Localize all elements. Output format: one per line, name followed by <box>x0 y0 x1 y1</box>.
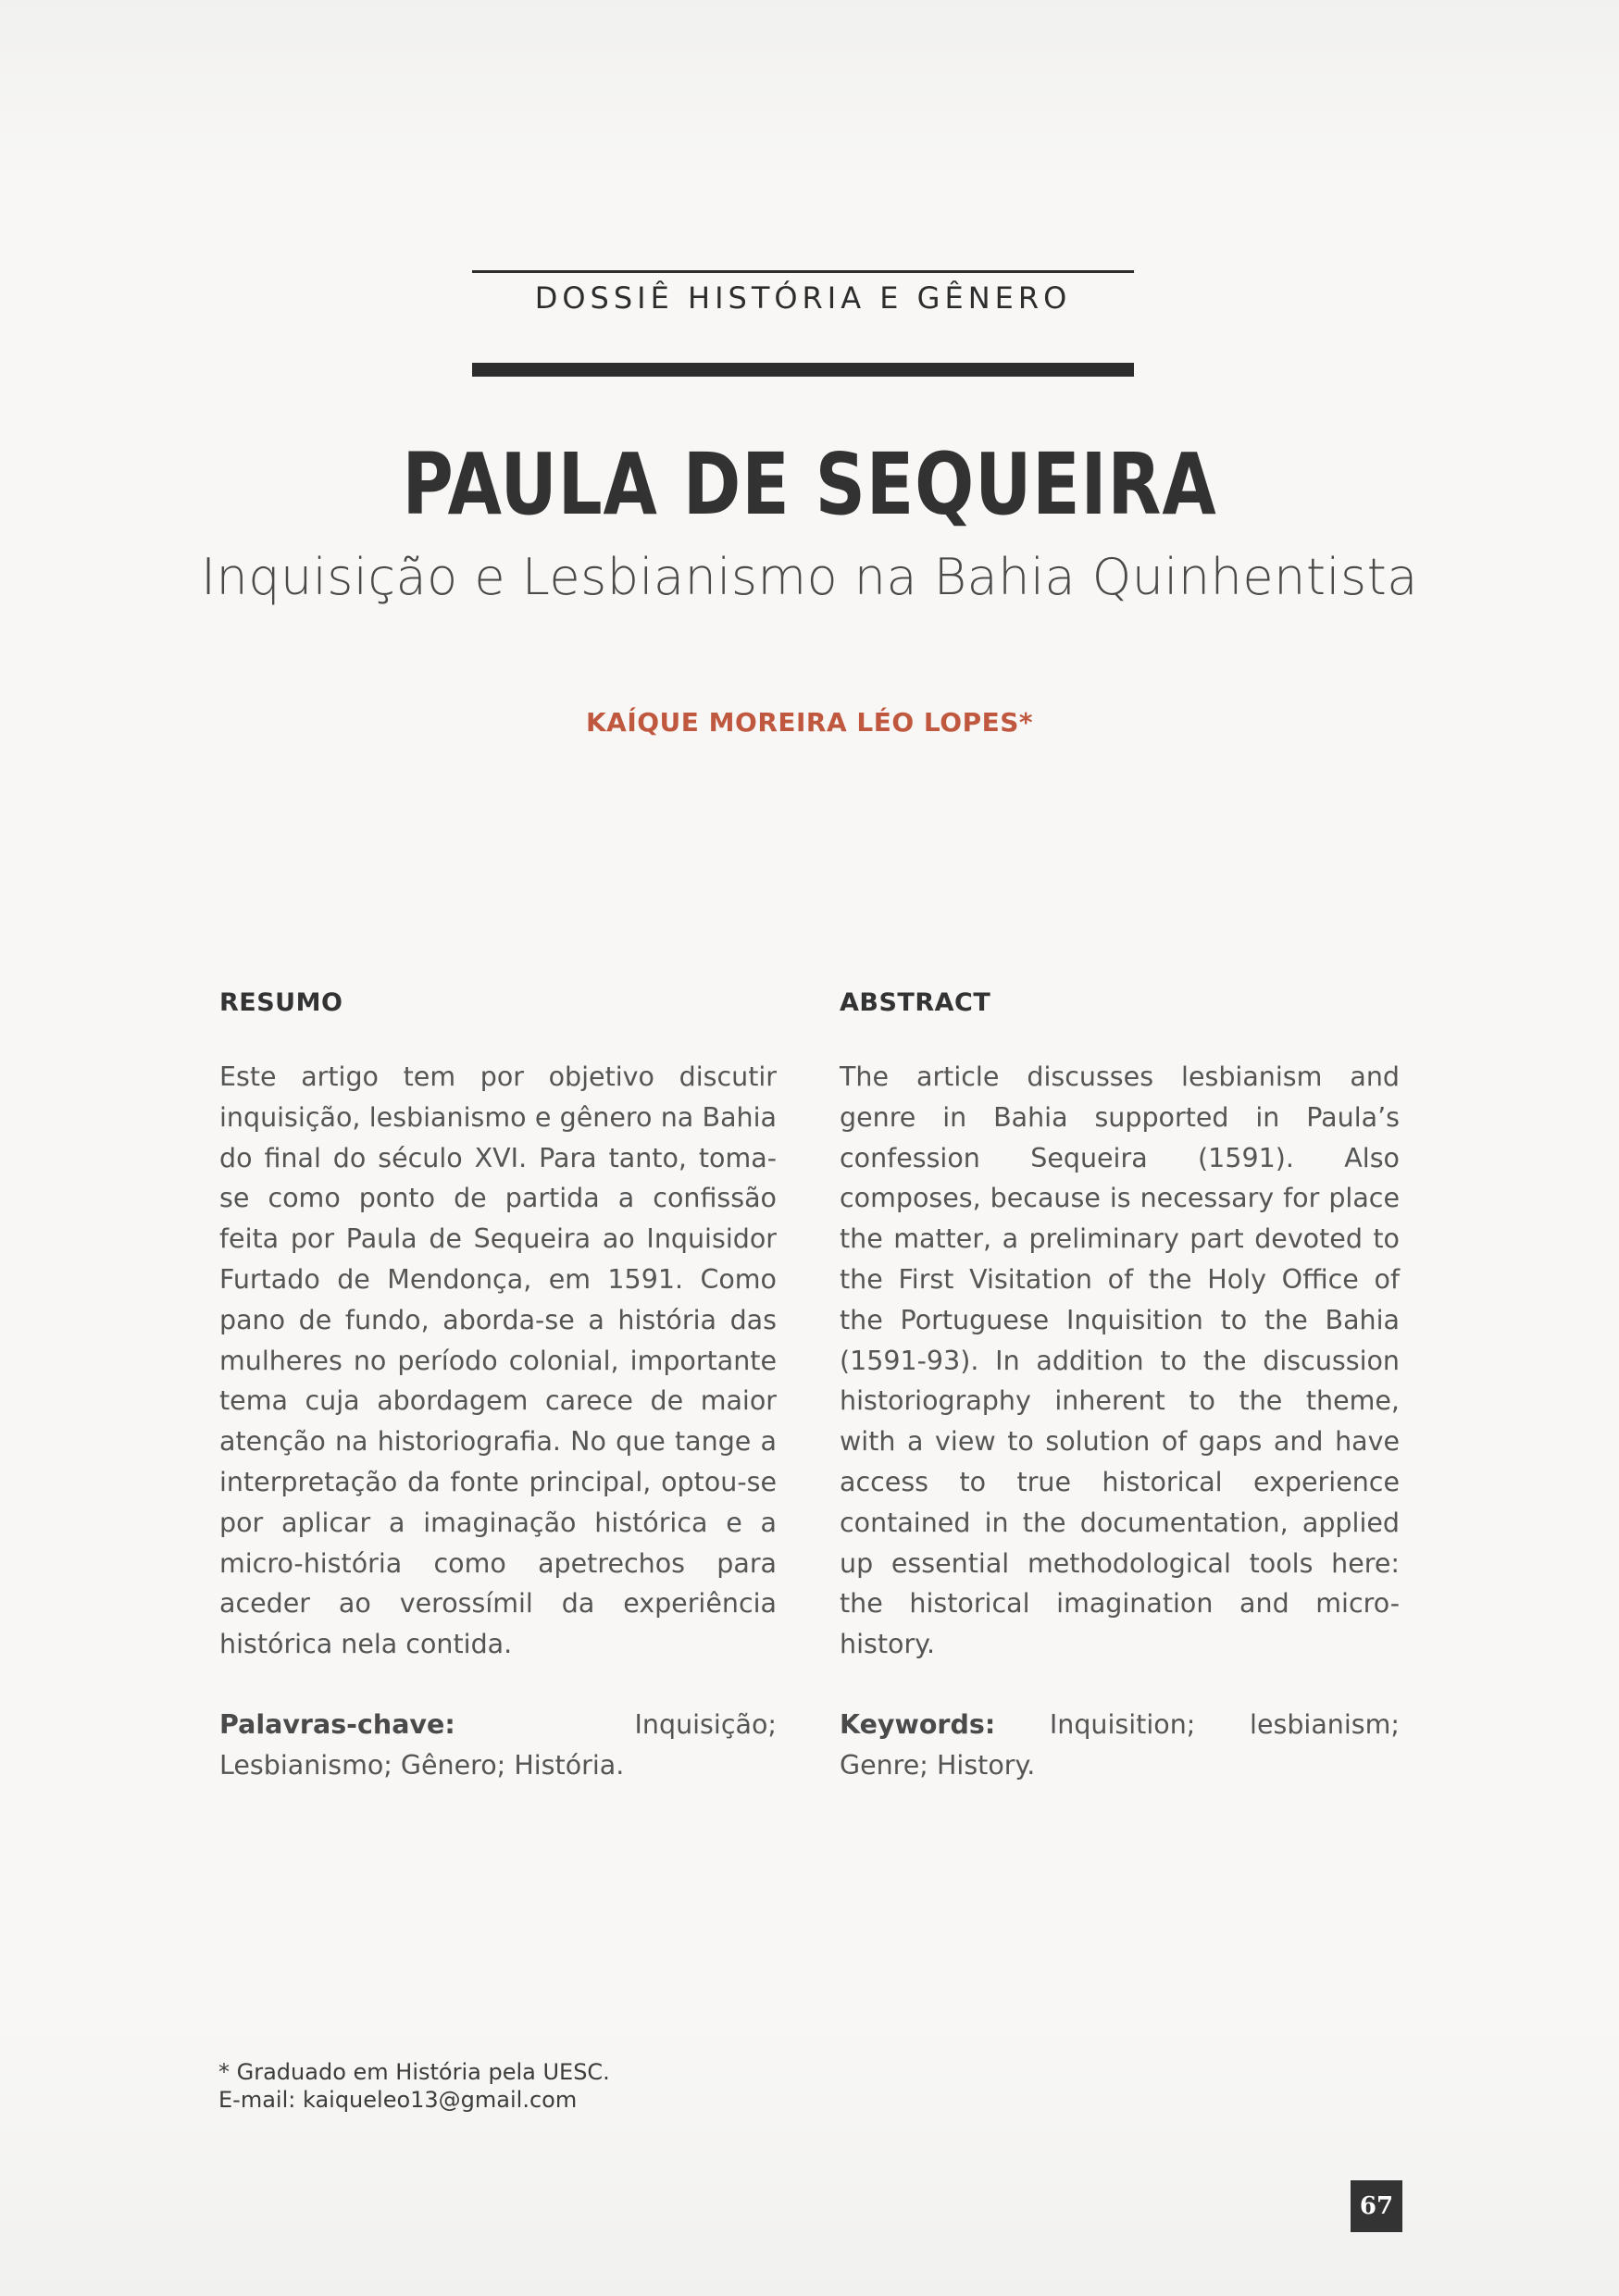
abstract-keywords-label: Keywords: <box>840 1708 996 1740</box>
header-rule-thin <box>472 270 1134 273</box>
footnote-affiliation: * Graduado em História pela UESC. <box>218 2059 610 2085</box>
abstract-keywords-list: Inquisition; lesbianism; Genre; History. <box>840 1708 1400 1781</box>
author-footnote <box>218 2058 610 2114</box>
resumo-keywords-label: Palavras-chave: <box>219 1708 455 1740</box>
article-title: PAULA DE SEQUEIRA <box>402 435 1217 534</box>
abstract-heading: ABSTRACT <box>840 988 991 1017</box>
page-number: 67 <box>1351 2180 1402 2232</box>
footnote-email: E-mail: kaiqueleo13@gmail.com <box>218 2087 578 2113</box>
abstract-body: The article discusses lesbianism and genre in Bahia supported in Paula’s confession Sequeira (1591). Also composes, because is necessary for place the matter, a preliminary part devoted to the First Visitation of the Holy Office of the Portuguese Inquisition to the Bahia (1591-93). In addition to the discussion historiography inherent to the theme, with a view to solution of gaps and have access to true historical experience contained in the documentation, applied up essential methodological tools here: the historical imagination and micro-history. <box>840 1061 1400 1660</box>
section-label: DOSSIÊ HISTÓRIA E GÊNERO <box>534 280 1072 316</box>
article-author: KAÍQUE MOREIRA LÉO LOPES* <box>585 707 1034 738</box>
abstract-keywords <box>840 1705 1400 1786</box>
article-subtitle: Inquisição e Lesbianismo na Bahia Quinhentista <box>201 548 1418 606</box>
resumo-heading: RESUMO <box>219 988 343 1017</box>
header-rule-thick <box>472 363 1134 377</box>
abstract-column <box>840 985 1400 1786</box>
resumo-column <box>219 985 777 1786</box>
resumo-keywords-list: Inquisição; Lesbianismo; Gênero; História. <box>219 1708 777 1781</box>
resumo-keywords <box>219 1705 777 1786</box>
resumo-body: Este artigo tem por objetivo discutir inquisição, lesbianismo e gênero na Bahia do final do século XVI. Para tanto, toma-se como ponto de partida a confissão feita por Paula de Sequeira ao Inquisidor Furtado de Mendonça, em 1591. Como pano de fundo, aborda-se a história das mulheres no período colonial, importante tema cuja abordagem carece de maior atenção na historiografia. No que tange a interpretação da fonte principal, optou-se por aplicar a imaginação histórica e a micro-história como apetrechos para aceder ao verossímil da experiência histórica nela contida. <box>219 1061 777 1660</box>
